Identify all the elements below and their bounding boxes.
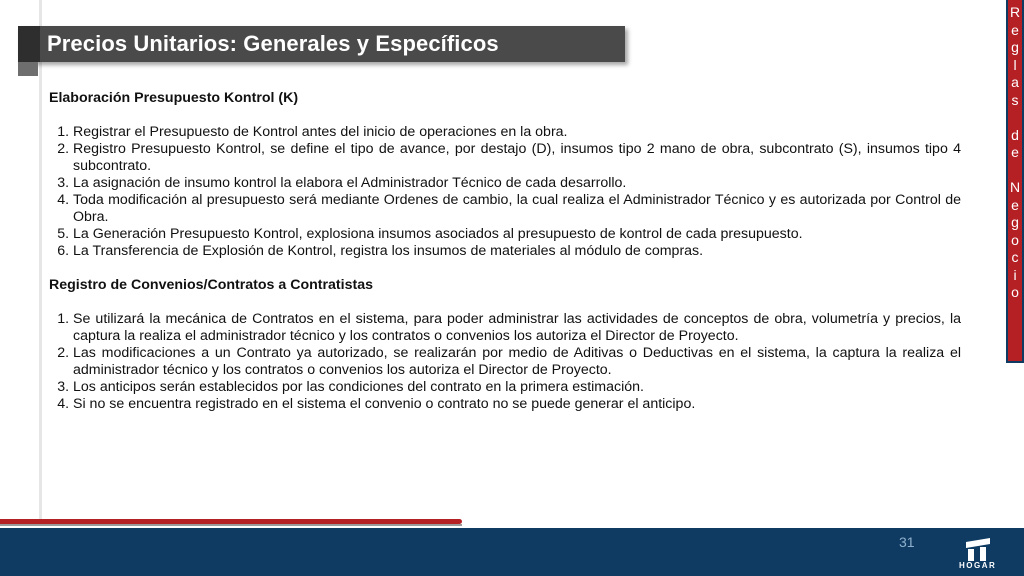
left-vertical-rule xyxy=(39,0,42,522)
list-item: 1. Registrar el Presupuesto de Kontrol antes del inicio de operaciones en la obra. xyxy=(73,124,961,141)
side-tab-letter: N xyxy=(1009,179,1021,195)
section-heading-contratos: Registro de Convenios/Contratos a Contratistas xyxy=(49,277,373,293)
section-heading-kontrol: Elaboración Presupuesto Kontrol (K) xyxy=(49,90,299,106)
title-accent xyxy=(18,26,40,62)
side-tab-letter: o xyxy=(1011,284,1019,300)
slide-content xyxy=(49,90,961,413)
side-tab-letter: c xyxy=(1011,249,1019,265)
list-contratos xyxy=(49,311,961,413)
side-tab-letter: R xyxy=(1009,4,1021,20)
title-bar xyxy=(18,26,625,62)
page-title: Precios Unitarios: Generales y Específicos xyxy=(47,31,499,56)
side-tab-letter: g xyxy=(1011,39,1019,55)
side-tab-letter: d xyxy=(1011,126,1019,143)
list-item: 6. La Transferencia de Explosión de Kontrol, registra los insumos de materiales al módulo de compras. xyxy=(73,243,961,260)
list-item: 3. La asignación de insumo kontrol la elabora el Administrador Técnico de cada desarrollo. xyxy=(73,175,961,192)
footer-grey-line xyxy=(0,524,462,526)
side-tab-letter: e xyxy=(1011,196,1019,213)
title-tail-decoration xyxy=(18,62,38,76)
side-tab-letter: e xyxy=(1011,21,1019,38)
page-number: 31 xyxy=(899,534,915,550)
side-tab-letter: s xyxy=(1011,91,1019,108)
side-tab-letter: g xyxy=(1011,214,1019,230)
logo-text: HOGAR xyxy=(959,561,997,570)
side-tab-letter: o xyxy=(1011,231,1019,248)
list-item: 4. Toda modificación al presupuesto será mediante Ordenes de cambio, la cual realiza el Administrador Técnico y es autorizada por Control de Obra. xyxy=(73,192,961,226)
side-tab-letter: e xyxy=(1011,144,1019,160)
list-item: 5. La Generación Presupuesto Kontrol, explosiona insumos asociados al presupuesto de kontrol de cada presupuesto. xyxy=(73,226,961,243)
side-tab-letter: i xyxy=(1013,266,1017,283)
list-item: 1. Se utilizará la mecánica de Contratos en el sistema, para poder administrar las actividades de conceptos de obra, volumetría y precios, la captura la realiza el administrador técnico y los contratos o convenios los autoriza el Director de Proyecto. xyxy=(73,311,961,345)
footer-bar xyxy=(0,528,1024,576)
side-tab-letter: a xyxy=(1011,74,1019,90)
side-tab-letter: l xyxy=(1013,56,1017,73)
list-kontrol xyxy=(49,124,961,260)
side-tab-reglas-de-negocio xyxy=(1006,0,1024,363)
list-item: 2. Registro Presupuesto Kontrol, se define el tipo de avance, por destajo (D), insumos tipo 2 mano de obra, subcontrato (S), insumos tipo 4 subcontrato. xyxy=(73,141,961,175)
list-item: 2. Las modificaciones a un Contrato ya autorizado, se realizarán por medio de Aditivas o Deductivas en el sistema, la captura la realiza el administrador técnico y los contratos o convenios los autoriza el Director de Proyecto. xyxy=(73,345,961,379)
list-item: 4. Si no se encuentra registrado en el sistema el convenio o contrato no se puede generar el anticipo. xyxy=(73,396,961,413)
list-item: 3. Los anticipos serán establecidos por las condiciones del contrato en la primera estimación. xyxy=(73,379,961,396)
